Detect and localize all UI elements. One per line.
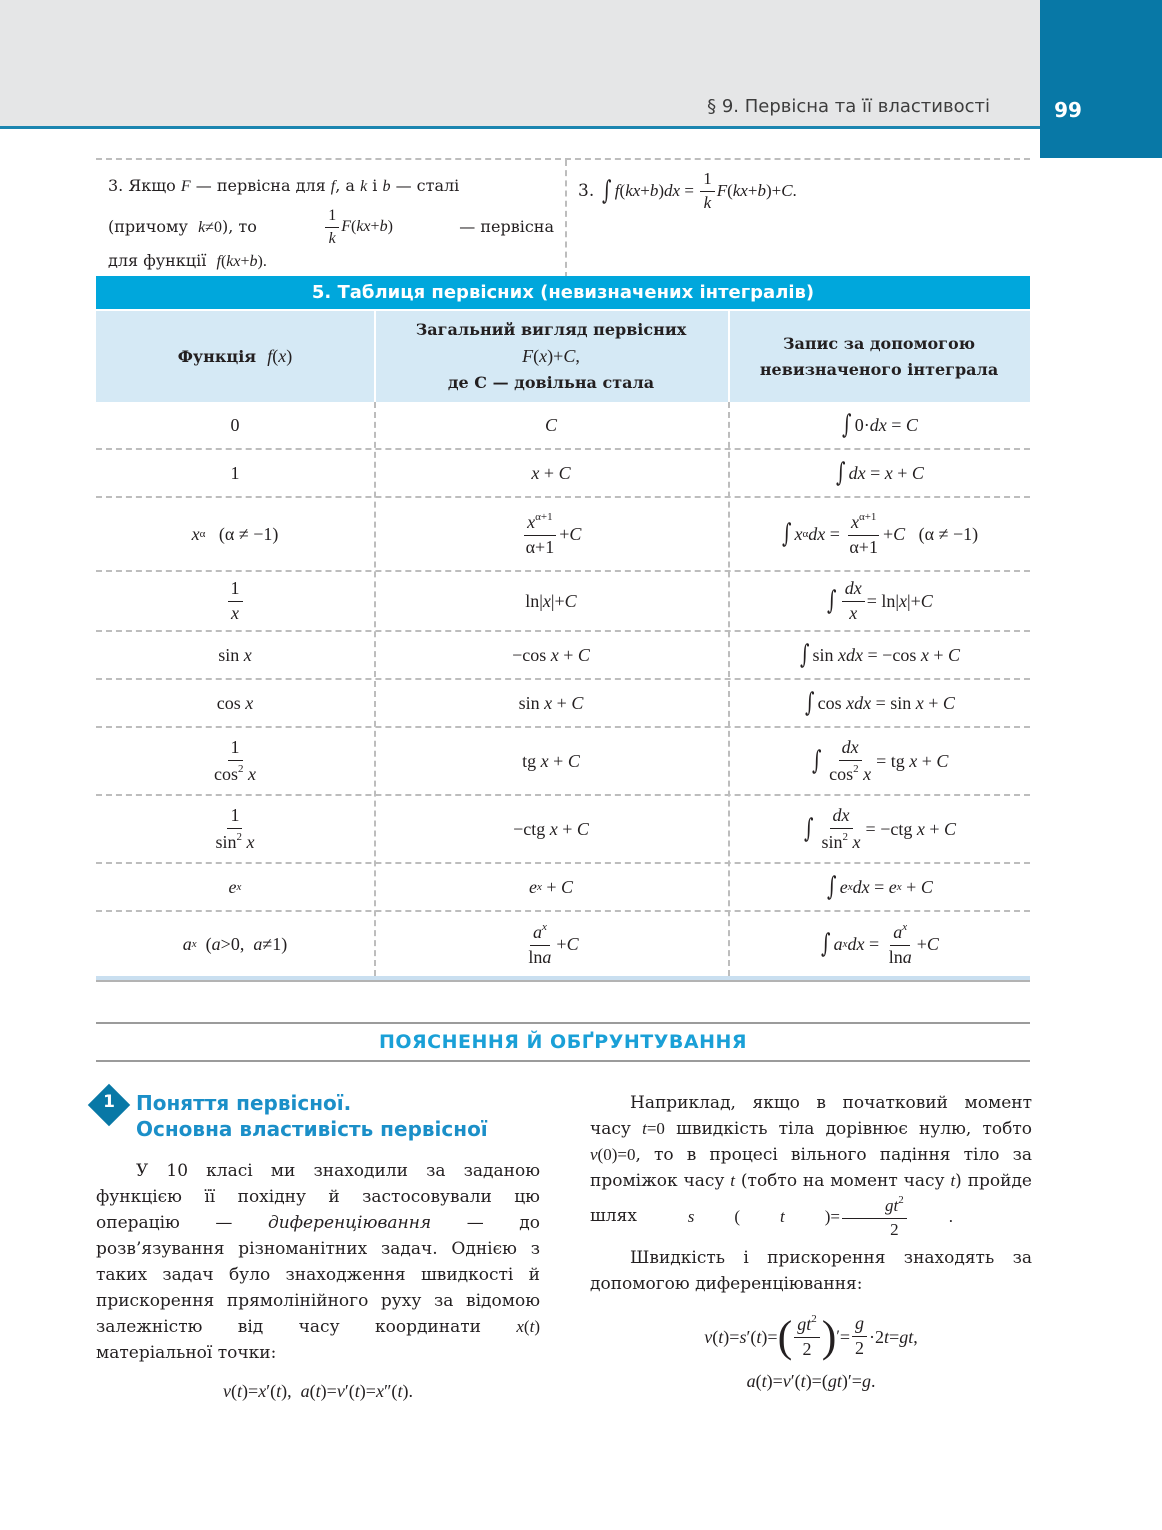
table-row: sin x −cos x + C ∫ sin xdx = −cos x + C — [96, 632, 1030, 680]
section-rule-top — [96, 1022, 1030, 1024]
table-row: e x e x + C ∫ e x dx = e x + C — [96, 864, 1030, 912]
table-row: $\frac{1}{\cos^2 x}$ tg x + C ∫ $\frac{dx}{\cos^2 x}$ = tg x + C — [96, 728, 1030, 796]
table-title: 5. Таблиця первісних (невизначених інтегралів) — [96, 276, 1030, 309]
right-column-text: Наприклад, якщо в початковий момент часу t=0 швидкість тіла дорівнює нулю, тобто v(0)=0, то в процесі вільного падіння тіло за проміжок часу t (тобто на момент часу t) пройде шлях s ( t )= $\frac{gt^2}{2}$ . Швидкість і прискорення знаходять за допомогою диференціювання: v ( t )= s ′( t )= ( $\frac{gt^2}{2}$ ) ′ = $\frac{g}{2}$ ·2 t = gt , a(t)=v′(t)=(gt)′=g. — [590, 1090, 1032, 1394]
left-column-text: У 10 класі ми знаходили за заданою функцією її похідну й застосовували цю операцію — диференціювання — до розв’язування різноманітних задач. Однією з таких задач було знаходження швидкості й прискорення прямолінійного руху за відомою залежністю від часу координати x(t) матеріальної точки: v(t)=x′(t), a(t)=v′(t)=x″(t). — [96, 1158, 540, 1404]
velocity-formula: v ( t )= s ′( t )= ( $\frac{gt^2}{2}$ ) ′ = $\frac{g}{2}$ ·2 t = gt , — [704, 1311, 918, 1361]
table-row: 0 C ∫ 0· dx = C — [96, 402, 1030, 450]
section-title: ПОЯСНЕННЯ Й ОБҐРУНТУВАННЯ — [378, 1031, 748, 1053]
property-3-block — [96, 158, 1030, 276]
property-3-formula: 3. ∫ f ( kx + b ) dx = $\frac{1}{k}$ F ( kx + b )+ C . — [578, 169, 797, 212]
table-row: cos x sin x + C ∫ cos xdx = sin x + C — [96, 680, 1030, 728]
column-divider — [565, 160, 567, 278]
acceleration-formula: a(t)=v′(t)=(gt)′=g. — [746, 1370, 876, 1391]
table-row: 1 x + C ∫ dx = x + C — [96, 450, 1030, 498]
table-header — [96, 311, 1030, 402]
header-function: Функція f(x) — [177, 346, 293, 366]
table-row: $\frac{1}{\sin^2 x}$ −ctg x + C ∫ $\frac{dx}{\sin^2 x}$ = −ctg x + C — [96, 796, 1030, 864]
page-tab — [1040, 0, 1162, 158]
header-antiderivative: Загальний вигляд первісних F(x)+C, де C — довільна стала — [415, 320, 687, 392]
table-row: x α (α ≠ −1) $\frac{x^{\alpha+1}}{\alpha+1}$ + C ∫ x α dx = $\frac{x^{\alpha+1}}{\alpha+1}$ + C (α ≠ −1) — [96, 498, 1030, 572]
section-number: 1 — [103, 1092, 115, 1112]
velocity-acceleration-formula: v(t)=x′(t), a(t)=v′(t)=x″(t). — [223, 1381, 413, 1401]
table-row: $\frac{1}{x}$ ln| x |+ C ∫ $\frac{dx}{x}$ = ln| x |+ C — [96, 572, 1030, 632]
header-integral: Запис за допомогою невизначеного інтеграла — [759, 333, 999, 379]
subsection-title: Поняття первісної. Основна властивість первісної — [136, 1091, 488, 1141]
section-rule-bottom — [96, 1060, 1030, 1062]
property-3-statement: 3. Якщо F — первісна для f, а k і b — сталі (причому k≠0), то $\frac{1}{k}$ F ( kx + b ) — первісна для функції f(kx+b). — [108, 176, 554, 271]
header-rule — [0, 126, 1040, 129]
running-head: § 9. Первісна та її властивості — [707, 96, 990, 117]
table-bottom-rule — [96, 976, 1030, 982]
table-row: a x ( a >0, a ≠1) $\frac{a^x}{\ln a}$ + C ∫ a x dx = $\frac{a^x}{\ln a}$ + C — [182, 920, 939, 967]
page-number: 99 — [1054, 98, 1082, 122]
